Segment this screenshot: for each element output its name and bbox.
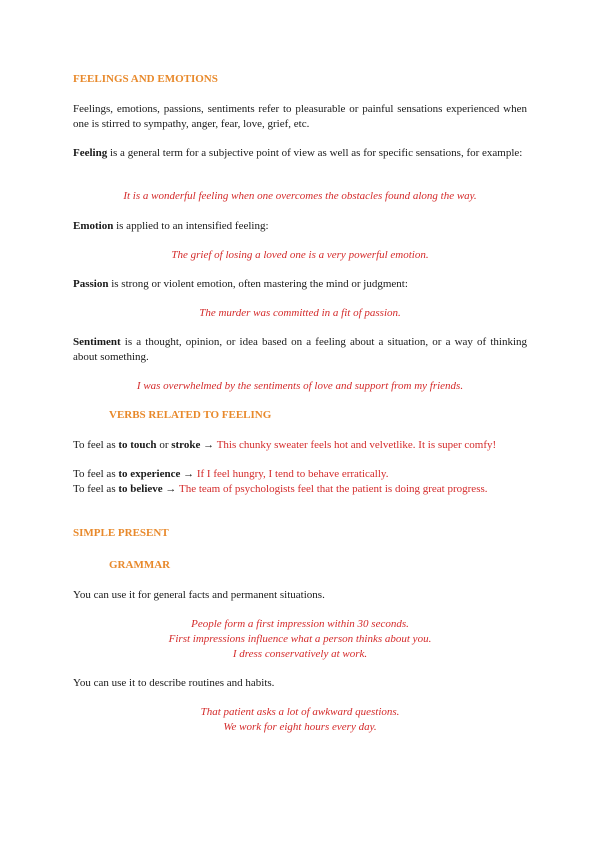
feeling-term: Feeling — [73, 147, 108, 159]
verb-line-experience — [73, 467, 527, 482]
passion-term: Passion — [73, 278, 109, 290]
emotion-definition — [73, 219, 527, 234]
use-facts-text: You can use it for general facts and permanent situations. — [73, 589, 325, 601]
example-line: We work for eight hours every day. — [223, 721, 377, 733]
simple-present-heading: SIMPLE PRESENT — [73, 527, 169, 539]
passion-text: is strong or violent emotion, often mastering the mind or judgment: — [108, 278, 408, 290]
verb-example-touch: This chunky sweater feels hot and velvetlike. It is super comfy! — [216, 439, 497, 451]
example-line: I dress conservatively at work. — [232, 648, 368, 660]
verb-example-experience: If I feel hungry, I tend to behave erratically. — [196, 468, 389, 480]
feeling-example: It is a wonderful feeling when one overcomes the obstacles found along the way. — [123, 190, 477, 202]
verb-key-stroke: stroke — [171, 439, 201, 451]
verb-connector: or — [156, 439, 172, 451]
feeling-definition — [73, 146, 527, 161]
passion-example: The murder was committed in a fit of passion. — [199, 307, 401, 319]
arrow-icon: → — [162, 483, 179, 495]
section-title: FEELINGS AND EMOTIONS — [73, 73, 218, 85]
sentiment-example: I was overwhelmed by the sentiments of love and support from my friends. — [136, 380, 464, 392]
verbs-heading: VERBS RELATED TO FEELING — [109, 409, 272, 421]
verb-line-believe — [73, 482, 527, 497]
intro-paragraph: Feelings, emotions, passions, sentiments refer to pleasurable or painful sensations experienced when one is stirred to sympathy, anger, fear, love, grief, etc. — [73, 103, 527, 130]
feeling-text: is a general term for a subjective point of view as well as for specific sensations, for example: — [107, 147, 523, 159]
use-routines-text: You can use it to describe routines and habits. — [73, 677, 275, 689]
verb-prefix: To feel as — [73, 468, 119, 480]
sentiment-term: Sentiment — [73, 336, 121, 348]
emotion-example: The grief of losing a loved one is a very powerful emotion. — [171, 249, 429, 261]
verb-example-believe: The team of psychologists feel that the patient is doing great progress. — [178, 483, 488, 495]
verb-line-touch — [73, 438, 527, 453]
verb-key-experience: to experience — [118, 468, 181, 480]
grammar-subheading: GRAMMAR — [109, 559, 171, 571]
sentiment-definition — [73, 335, 527, 365]
example-line: People form a first impression within 30 seconds. — [191, 618, 409, 630]
arrow-icon: → — [180, 468, 197, 480]
arrow-icon: → — [200, 439, 217, 451]
verb-prefix: To feel as — [73, 439, 119, 451]
verb-prefix: To feel as — [73, 483, 119, 495]
emotion-term: Emotion — [73, 220, 114, 232]
verb-key-touch: to touch — [118, 439, 157, 451]
example-line: That patient asks a lot of awkward questions. — [200, 706, 400, 718]
passion-definition — [73, 277, 527, 292]
example-line: First impressions influence what a person thinks about you. — [168, 633, 432, 645]
verb-key-believe: to believe — [118, 483, 163, 495]
emotion-text: is applied to an intensified feeling: — [113, 220, 269, 232]
sentiment-text: is a thought, opinion, or idea based on a feeling about a situation, or a way of thinking about something. — [73, 336, 527, 363]
